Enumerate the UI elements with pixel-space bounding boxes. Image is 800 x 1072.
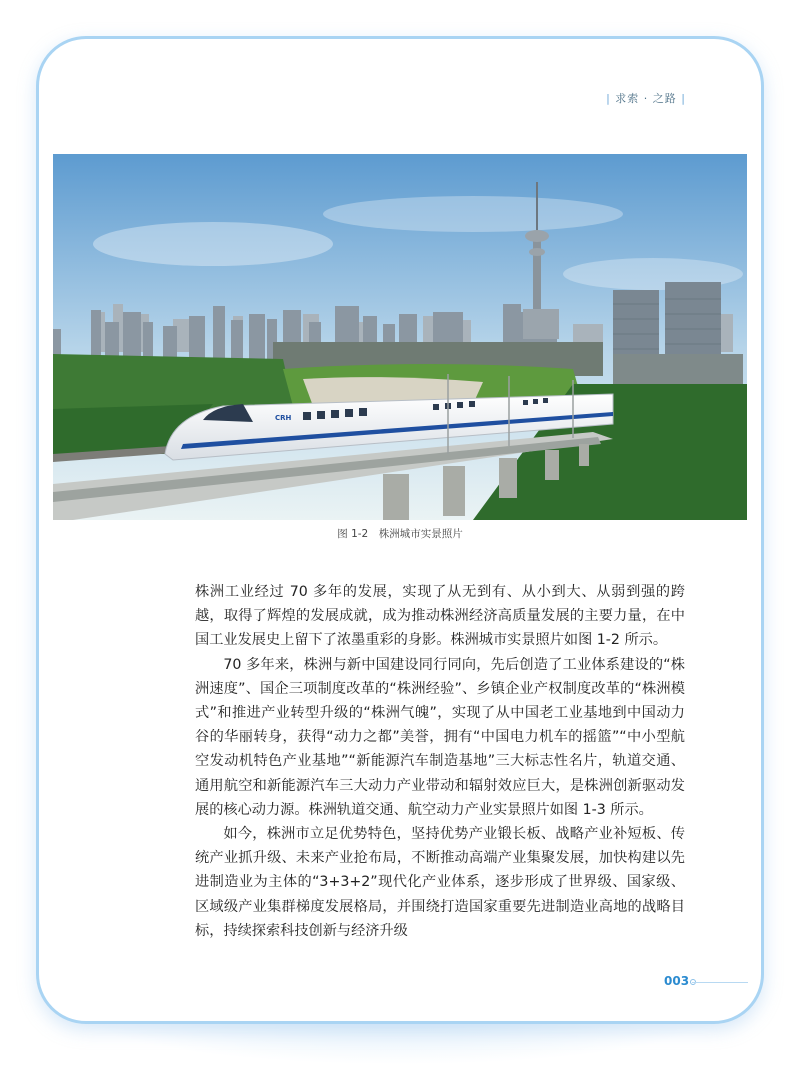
figure-caption: 图 1-2 株洲城市实景照片 — [337, 528, 463, 540]
page-number-rule — [692, 982, 748, 983]
paragraph: 株洲工业经过 70 多年的发展，实现了从无到有、从小到大、从弱到强的跨越，取得了辉煌的发展成就，成为推动株洲经济高质量发展的主要力量，在中国工业发展史上留下了浓墨重彩的身影。株洲城市实景照片如图 1-2 所示。 — [195, 584, 685, 649]
section-tag: 求索 · 之路 — [615, 92, 677, 105]
section-header — [606, 90, 686, 106]
paragraph: 70 多年来，株洲与新中国建设同行同向，先后创造了工业体系建设的“株洲速度”、国企三项制度改革的“株洲经验”、乡镇企业产权制度改革的“株洲模式”和推进产业转型升级的“株洲气魄”，实现了从中国老工业基地到中国动力谷的华丽转身，获得“动力之都”美誉，拥有“中国电力机车的摇篮”“中小型航空发动机特色产业基地”“新能源汽车制造基地”三大标志性名片，轨道交通、通用航空和新能源汽车三大动力产业带动和辐射效应巨大，是株洲创新驱动发展的核心动力源。株洲轨道交通、航空动力产业实景照片如图 1-3 所示。 — [195, 656, 685, 818]
header-left-bar: | — [606, 92, 611, 105]
paragraph: 如今，株洲市立足优势特色，坚持优势产业锻长板、战略产业补短板、传统产业抓升级、未来产业抢布局，不断推动高端产业集聚发展，加快构建以先进制造业为主体的“3+3+2”现代化产业体系，逐步形成了世界级、国家级、区域级产业集群梯度发展格局，并围绕打造国家重要先进制造业高地的战略目标，持续探索科技创新与经济升级 — [195, 826, 685, 939]
cloud — [323, 196, 623, 232]
body-text — [195, 580, 685, 943]
city-photo — [53, 154, 747, 520]
train-logo: CRH — [275, 414, 292, 422]
page-number: 003 — [664, 974, 690, 988]
cloud — [93, 222, 333, 266]
header-right-bar: | — [681, 92, 686, 105]
city-photo-illustration — [53, 154, 747, 520]
